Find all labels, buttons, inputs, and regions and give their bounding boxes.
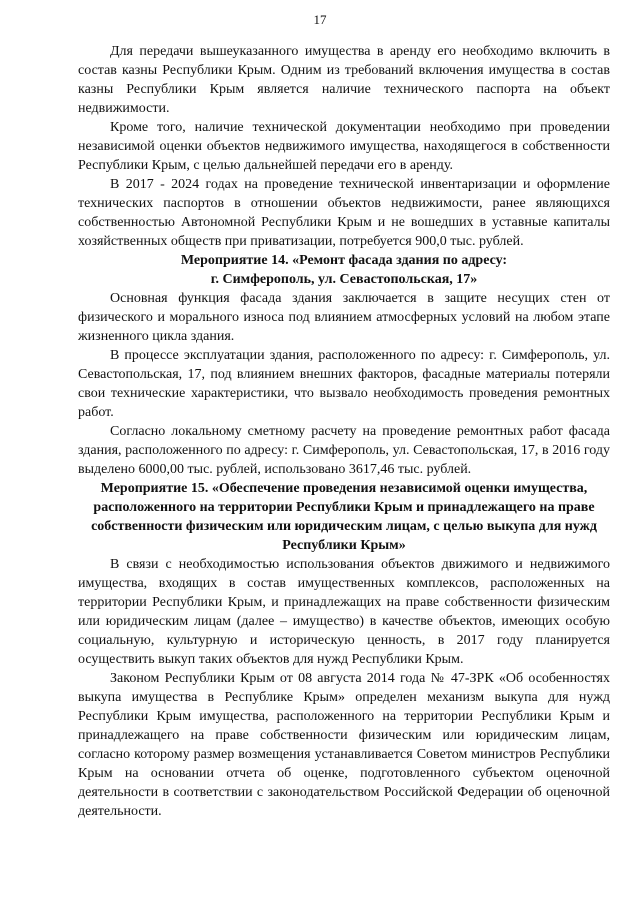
paragraph: Кроме того, наличие технической документации необходимо при проведении независимой оценки объектов недвижимого имущества, находящегося в собственности Республики Крым, с целью дальнейшей передачи его в аренду. bbox=[78, 120, 610, 173]
paragraph: Согласно локальному сметному расчету на проведение ремонтных работ фасада здания, расположенного по адресу: г. Симферополь, ул. Севастопольская, 17, в 2016 году выделено 6000,00 тыс. рублей, использовано 3617,46 тыс. рублей. bbox=[78, 424, 610, 477]
page-content bbox=[78, 42, 610, 821]
paragraph: В процессе эксплуатации здания, расположенного по адресу: г. Симферополь, ул. Севастопольская, 17, под влиянием внешних факторов, фасадные материалы потеряли свои технические характеристики, что вызвало необходимость проведения ремонтных работ. bbox=[78, 348, 610, 420]
page-number: 17 bbox=[313, 12, 327, 27]
section-14-heading bbox=[78, 251, 610, 289]
paragraph: В связи с необходимостью использования объектов движимого и недвижимого имущества, входящих в состав имущественных комплексов, расположенных на территории Республики Крым, и принадлежащих на праве собственности физическим или юридическим лицам (далее – имущество) в качестве объектов, имеющих особую социальную, культурную и историческую ценность, в 2017 году планируется осуществить выкуп таких объектов для нужд Республики Крым. bbox=[78, 557, 610, 667]
section-14-heading-line2: г. Симферополь, ул. Севастопольская, 17» bbox=[210, 272, 478, 287]
paragraph: В 2017 - 2024 годах на проведение технической инвентаризации и оформление технических паспортов в отношении объектов недвижимости, ранее являющихся собственностью Автономной Республики Крым и не вошедших в уставные капиталы хозяйственных обществ при приватизации, потребуется 900,0 тыс. рублей. bbox=[78, 177, 610, 249]
paragraph: Основная функция фасада здания заключается в защите несущих стен от физического и морального износа под влиянием атмосферных условий на любом этапе жизненного цикла здания. bbox=[78, 291, 610, 344]
section-15-heading: Мероприятие 15. «Обеспечение проведения независимой оценки имущества, расположенного на территории Республики Крым и принадлежащего на праве собственности физическим или юридическим лицам, с целью выкупа для нужд Республики Крым» bbox=[91, 481, 597, 553]
section-14-heading-line1: Мероприятие 14. «Ремонт фасада здания по адресу: bbox=[180, 253, 508, 268]
paragraph: Законом Республики Крым от 08 августа 2014 года № 47-ЗРК «Об особенностях выкупа имущества в Республике Крым» определен механизм выкупа для нужд Республики Крым имущества, расположенного на территории Республики Крым и принадлежащего на праве собственности физическим или юридическим лицам, согласно которому размер возмещения устанавливается Советом министров Республики Крым на основании отчета об оценке, подготовленного субъектом оценочной деятельности в соответствии с законодательством Российской Федерации об оценочной деятельности. bbox=[78, 671, 610, 819]
paragraph: Для передачи вышеуказанного имущества в аренду его необходимо включить в состав казны Республики Крым. Одним из требований включения имущества в состав казны Республики Крым является наличие технического паспорта на объект недвижимости. bbox=[78, 44, 610, 116]
